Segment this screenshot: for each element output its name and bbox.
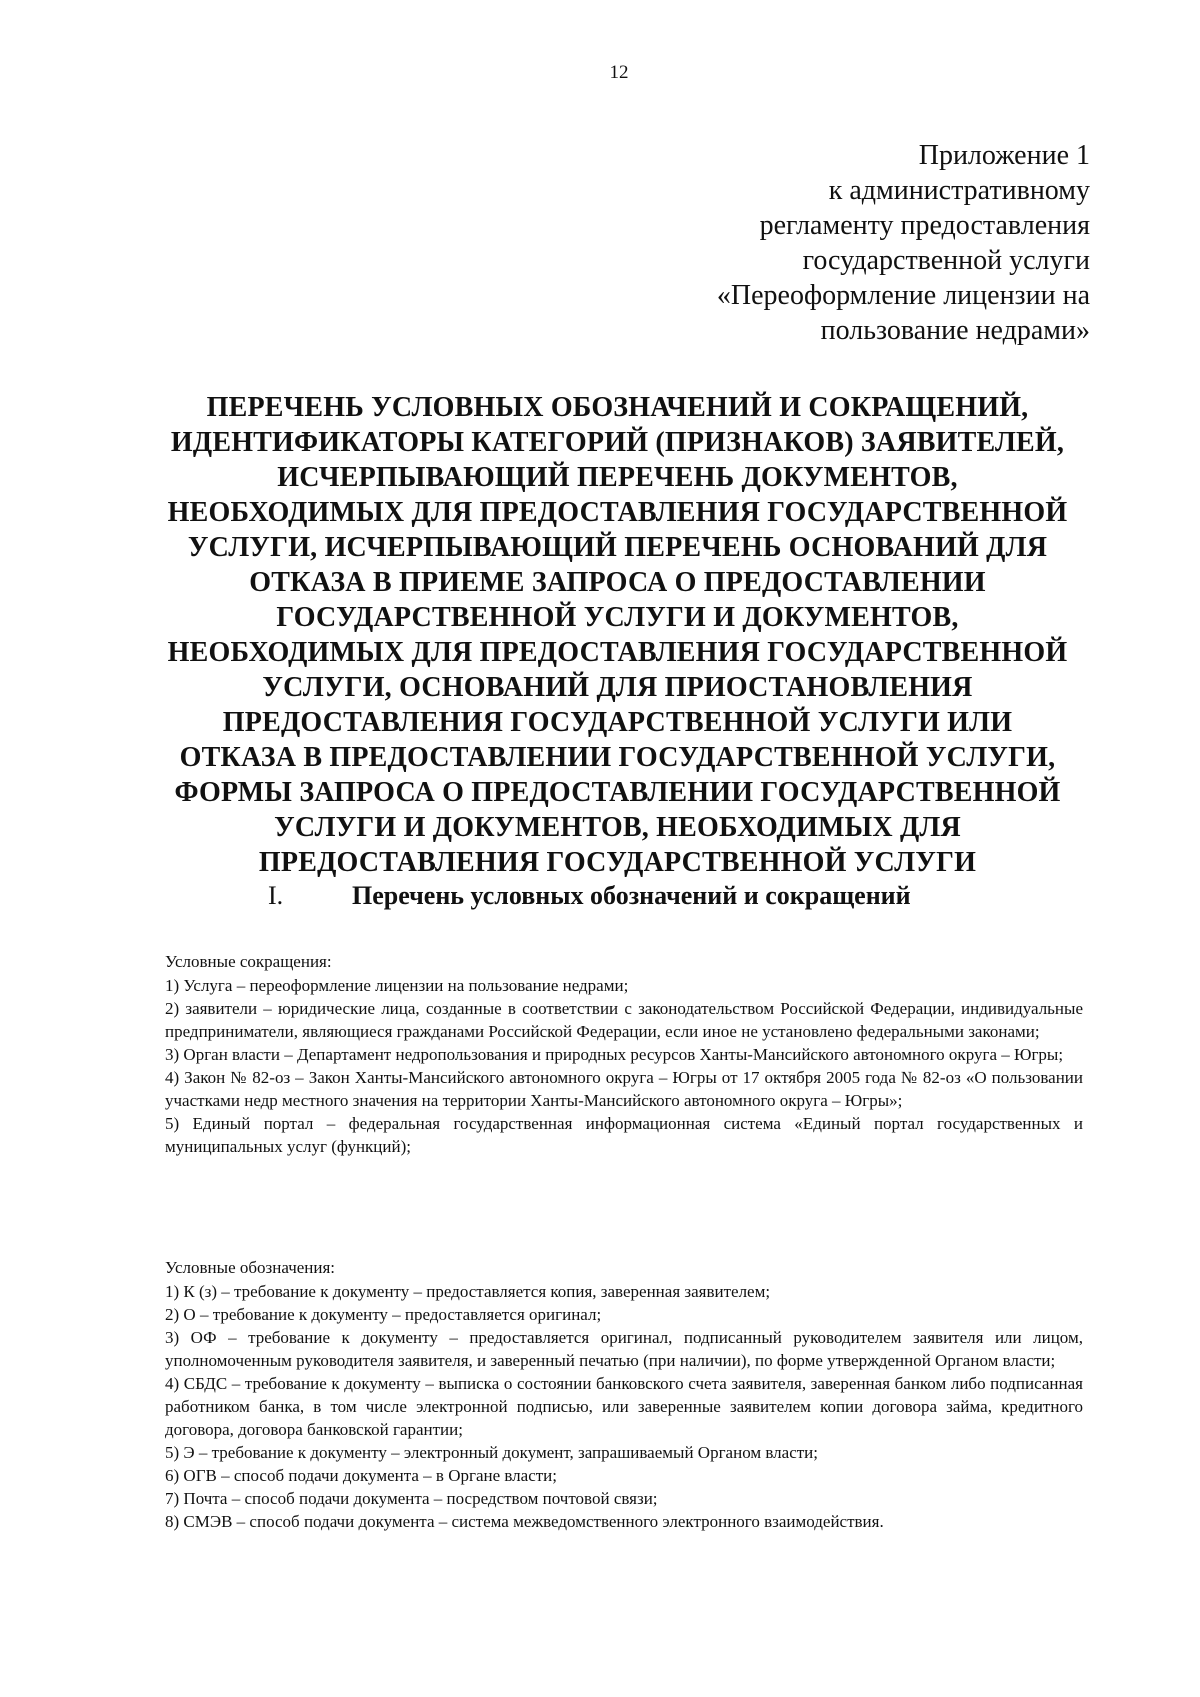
designation-item: 2) О – требование к документу – предоставляется оригинал;: [165, 1305, 602, 1324]
title-line: ОТКАЗА В ПРЕДОСТАВЛЕНИИ ГОСУДАРСТВЕННОЙ УСЛУГИ,: [179, 742, 1056, 773]
title-line: ГОСУДАРСТВЕННОЙ УСЛУГИ И ДОКУМЕНТОВ,: [276, 602, 959, 633]
abbreviation-item: 4) Закон № 82-оз – Закон Ханты-Мансийского автономного округа – Югры от 17 октября 2005 года № 82-оз «О пользовании участками недр местного значения на территории Ханты-Мансийского автономного округа – Югры»;: [165, 1068, 1083, 1110]
abbreviation-item: 3) Орган власти – Департамент недропользования и природных ресурсов Ханты-Мансийского автономного округа – Югры;: [165, 1045, 1064, 1064]
abbreviation-item: 2) заявители – юридические лица, созданные в соответствии с законодательством Российской Федерации, индивидуальные предприниматели, являющиеся гражданами Российской Федерации, если иное не установлено федеральными законами;: [165, 999, 1083, 1041]
abbreviations-block: [165, 950, 1083, 1158]
title-line: УСЛУГИ, ИСЧЕРПЫВАЮЩИЙ ПЕРЕЧЕНЬ ОСНОВАНИЙ ДЛЯ: [187, 532, 1048, 563]
section-number: I.: [268, 881, 284, 910]
title-line: ПРЕДОСТАВЛЕНИЯ ГОСУДАРСТВЕННОЙ УСЛУГИ: [258, 847, 977, 878]
abbreviation-item: 1) Услуга – переоформление лицензии на пользование недрами;: [165, 976, 629, 995]
title-line: НЕОБХОДИМЫХ ДЛЯ ПРЕДОСТАВЛЕНИЯ ГОСУДАРСТВЕННОЙ: [167, 497, 1068, 528]
abbreviations-caption: Условные сокращения:: [165, 952, 332, 971]
appendix-header: [530, 138, 1090, 348]
appendix-line: «Переоформление лицензии на: [716, 280, 1090, 311]
title-line: ФОРМЫ ЗАПРОСА О ПРЕДОСТАВЛЕНИИ ГОСУДАРСТВЕННОЙ: [174, 777, 1061, 808]
appendix-line: государственной услуги: [802, 245, 1090, 276]
appendix-line: регламенту предоставления: [759, 210, 1090, 241]
section-title: Перечень условных обозначений и сокращений: [352, 881, 911, 910]
designation-item: 3) ОФ – требование к документу – предоставляется оригинал, подписанный руководителем заявителя или лицом, уполномоченным руководителя заявителя, и заверенный печатью (при наличии), по форме утвержденной Органом власти;: [165, 1328, 1083, 1370]
designation-item: 5) Э – требование к документу – электронный документ, запрашиваемый Органом власти;: [165, 1443, 819, 1462]
section-heading: [268, 881, 1068, 911]
title-line: ПРЕДОСТАВЛЕНИЯ ГОСУДАРСТВЕННОЙ УСЛУГИ ИЛИ: [222, 707, 1013, 738]
appendix-line: пользование недрами»: [820, 315, 1090, 346]
document-title: [150, 390, 1085, 880]
title-line: УСЛУГИ, ОСНОВАНИЙ ДЛЯ ПРИОСТАНОВЛЕНИЯ: [262, 672, 973, 703]
title-line: НЕОБХОДИМЫХ ДЛЯ ПРЕДОСТАВЛЕНИЯ ГОСУДАРСТВЕННОЙ: [167, 637, 1068, 668]
title-line: ПЕРЕЧЕНЬ УСЛОВНЫХ ОБОЗНАЧЕНИЙ И СОКРАЩЕНИЙ,: [206, 392, 1029, 423]
page-number: 12: [609, 62, 629, 83]
designation-item: 7) Почта – способ подачи документа – посредством почтовой связи;: [165, 1489, 658, 1508]
designation-item: 1) К (з) – требование к документу – предоставляется копия, заверенная заявителем;: [165, 1282, 771, 1301]
designation-item: 8) СМЭВ – способ подачи документа – система межведомственного электронного взаимодействия.: [165, 1512, 884, 1531]
appendix-line: к административному: [828, 175, 1090, 206]
designation-item: 4) СБДС – требование к документу – выписка о состоянии банковского счета заявителя, заверенная банком либо подписанная работником банка, в том числе электронной подписью, или заверенные заявителем копии договора займа, кредитного договора, договора банковской гарантии;: [165, 1374, 1083, 1439]
title-line: ОТКАЗА В ПРИЕМЕ ЗАПРОСА О ПРЕДОСТАВЛЕНИИ: [249, 567, 986, 598]
title-line: ИСЧЕРПЫВАЮЩИЙ ПЕРЕЧЕНЬ ДОКУМЕНТОВ,: [277, 462, 958, 493]
title-line: ИДЕНТИФИКАТОРЫ КАТЕГОРИЙ (ПРИЗНАКОВ) ЗАЯВИТЕЛЕЙ,: [170, 427, 1065, 458]
designations-caption: Условные обозначения:: [165, 1258, 336, 1277]
title-line: УСЛУГИ И ДОКУМЕНТОВ, НЕОБХОДИМЫХ ДЛЯ: [274, 812, 961, 843]
appendix-line: Приложение 1: [918, 140, 1090, 171]
designation-item: 6) ОГВ – способ подачи документа – в Органе власти;: [165, 1466, 558, 1485]
designations-block: [165, 1256, 1083, 1533]
abbreviation-item: 5) Единый портал – федеральная государственная информационная система «Единый портал государственных и муниципальных услуг (функций);: [165, 1114, 1083, 1156]
